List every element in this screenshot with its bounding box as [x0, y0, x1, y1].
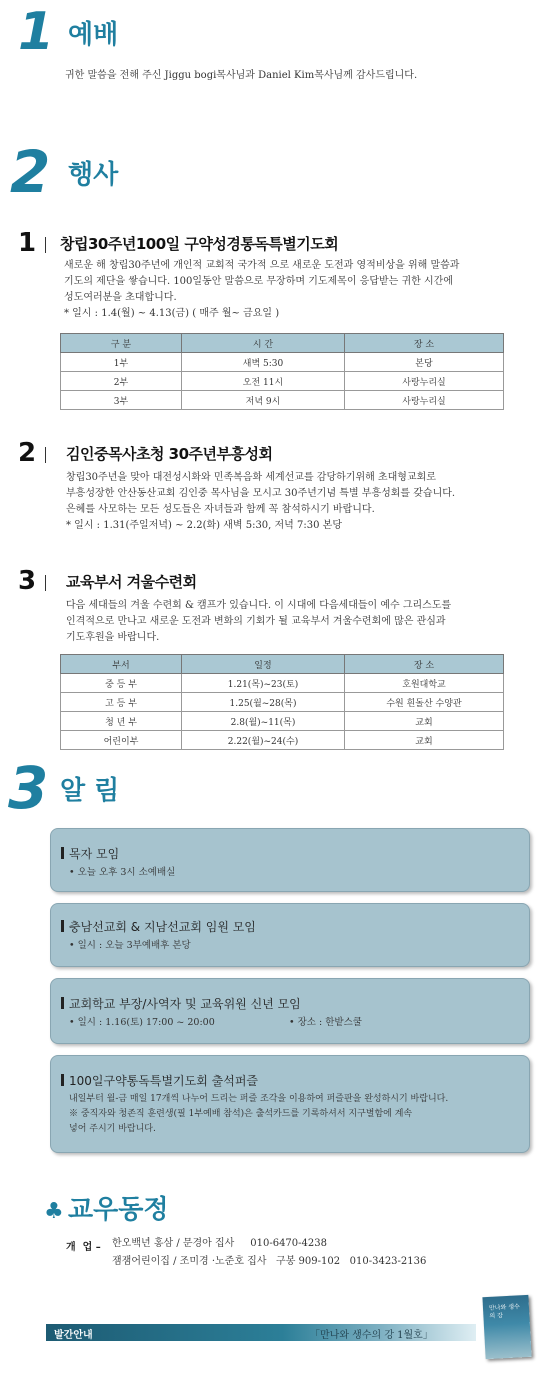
event-1-line: 성도여러분을 초대합니다. [64, 292, 177, 303]
event-2-desc [66, 470, 455, 534]
table-row [61, 712, 504, 731]
table-cell: 사랑누리실 [345, 372, 504, 391]
club-icon: ♣ [44, 1199, 64, 1224]
event-1-table [60, 333, 504, 410]
event-3-table [60, 654, 504, 750]
table-header: 장 소 [345, 655, 504, 674]
table-header: 일정 [182, 655, 345, 674]
notice-body-left: • 일시 : 1.16(토) 17:00 ~ 20:00 [69, 1017, 215, 1028]
notice-line: 넣어 주시기 바랍니다. [69, 1124, 156, 1134]
divider [45, 575, 46, 591]
event-3-line: 인격적으로 만나고 새로운 도전과 변화의 기회가 될 교육부서 겨울수련회에 많은 관심과 [66, 616, 446, 627]
event-1-line: 기도의 제단을 쌓습니다. 100일동안 말씀으로 무장하며 기도제목이 응답받는 귀한 시간에 [64, 276, 453, 287]
bullet-bar-icon [61, 1074, 64, 1086]
magazine-cover-image [482, 1295, 531, 1359]
notice-title [61, 918, 256, 935]
notice-title [61, 845, 119, 862]
table-cell: 1부 [61, 353, 182, 372]
notice-line: ※ 중직자와 청존직 훈련생(필 1부예배 참석)은 출석카드를 기록하셔서 지구별함에 계속 [69, 1109, 413, 1119]
footer-right-label: 「만나와 생수의 강 1월호」 [310, 1330, 433, 1341]
notice-title-text: 100일구약통독특별기도회 출석퍼즐 [69, 1074, 259, 1088]
notice-card [50, 1055, 530, 1153]
table-header: 부서 [61, 655, 182, 674]
notice-title [61, 995, 301, 1012]
bullet-bar-icon [61, 920, 64, 932]
table-cell: 1.25(월~28(목) [182, 693, 345, 712]
notice-body: • 오늘 오후 3시 소예배실 [69, 867, 176, 878]
worship-text: 귀한 말씀을 전해 주신 Jiggu bogi목사님과 Daniel Kim목사님께 감사드립니다. [65, 70, 418, 81]
table-header: 시 간 [182, 334, 345, 353]
table-row [61, 372, 504, 391]
event-1-line: 새로운 해 창립30주년에 개인적 교회적 국가적 으로 새로운 도전과 영적비상을 위해 말씀과 [64, 260, 460, 271]
table-cell: 새벽 5:30 [182, 353, 345, 372]
event-2-date: * 일시 : 1.31(주일저녁) ~ 2.2(화) 새벽 5:30, 저녁 7:30 본당 [66, 520, 342, 531]
section-number-events: 2 [10, 138, 51, 206]
notice-card [50, 903, 530, 967]
bullet-bar-icon [61, 847, 64, 859]
event-3-title: 교육부서 겨울수련회 [66, 573, 197, 591]
section-title-worship: 예배 [68, 20, 119, 50]
table-cell: 교회 [345, 731, 504, 750]
table-row [61, 391, 504, 410]
event-1-number: 1 [18, 228, 37, 258]
alumni-label: 개 업 – [66, 1242, 101, 1253]
table-cell: 3부 [61, 391, 182, 410]
table-cell: 수원 흰돌산 수양관 [345, 693, 504, 712]
alumni-line-2: 잼잼어린이집 / 조미경 ·노준호 집사 구봉 909-102 010-3423-2136 [112, 1256, 427, 1267]
section-title-events: 행사 [68, 160, 119, 190]
table-row [61, 731, 504, 750]
event-3-line: 기도후원을 바랍니다. [66, 632, 160, 643]
event-1-desc [64, 258, 459, 322]
event-1-title: 창립30주년100일 구약성경통독특별기도회 [60, 235, 339, 253]
event-2-line: 창립30주년을 맞아 대전성시화와 민족복음화 세계선교를 감당하기위해 초대형교회로 [66, 472, 436, 483]
table-cell: 2.8(월)~11(목) [182, 712, 345, 731]
table-cell: 오전 11시 [182, 372, 345, 391]
table-cell: 1.21(목)~23(토) [182, 674, 345, 693]
table-cell: 저녁 9시 [182, 391, 345, 410]
event-3-desc [66, 598, 451, 646]
notice-line: 내일부터 월-금 매일 17개씩 나누어 드리는 퍼즐 조각을 이용하여 퍼즐판을 완성하시기 바랍니다. [69, 1094, 449, 1104]
section-title-notices: 알 림 [60, 776, 120, 806]
notice-title-text: 목자 모임 [69, 847, 120, 861]
event-3-number: 3 [18, 566, 37, 596]
notice-title-text: 교회학교 부장/사역자 및 교육위원 신년 모임 [69, 997, 301, 1011]
table-cell: 중 등 부 [61, 674, 182, 693]
footer-left-label: 발간안내 [54, 1330, 93, 1341]
alumni-line-1: 한오백년 홍삼 / 문경아 집사 010-6470-4238 [112, 1238, 327, 1249]
notice-body-right: • 장소 : 한밭스쿨 [289, 1017, 362, 1028]
table-header: 구 분 [61, 334, 182, 353]
table-cell: 교회 [345, 712, 504, 731]
table-row [61, 674, 504, 693]
bullet-bar-icon [61, 997, 64, 1009]
event-1-date: * 일시 : 1.4(월) ~ 4.13(금) ( 매주 월~ 금요일 ) [64, 308, 280, 319]
event-2-line: 부흥성장한 안산동산교회 김인중 목사님을 모시고 30주년기념 특별 부흥성회를 갖습니다. [66, 488, 456, 499]
notice-body [69, 1092, 448, 1137]
divider [45, 447, 46, 463]
table-cell: 호원대학교 [345, 674, 504, 693]
magazine-cover-title: 만나와 생수의 강 [488, 1303, 521, 1320]
table-cell: 어린이부 [61, 731, 182, 750]
section-number-worship: 1 [18, 2, 55, 62]
table-cell: 2.22(월)~24(수) [182, 731, 345, 750]
table-header: 장 소 [345, 334, 504, 353]
table-cell: 청 년 부 [61, 712, 182, 731]
notice-body: • 일시 : 오늘 3부예배후 본당 [69, 940, 191, 951]
notice-title [61, 1072, 258, 1089]
table-cell: 고 등 부 [61, 693, 182, 712]
notice-card [50, 978, 530, 1044]
notice-card [50, 828, 530, 892]
event-2-title: 김인중목사초청 30주년부흥성회 [66, 445, 273, 463]
alumni-title: 교우동정 [68, 1195, 169, 1225]
divider [45, 237, 46, 253]
table-row [61, 693, 504, 712]
table-cell: 사랑누리실 [345, 391, 504, 410]
notice-title-text: 충남선교회 & 지남선교회 임원 모임 [69, 920, 256, 934]
event-2-number: 2 [18, 438, 37, 468]
event-2-line: 은혜를 사모하는 모든 성도들은 자녀들과 함께 꼭 참석하시기 바랍니다. [66, 504, 375, 515]
table-row [61, 353, 504, 372]
section-number-notices: 3 [8, 754, 49, 822]
table-cell: 본당 [345, 353, 504, 372]
event-3-line: 다음 세대들의 겨울 수련회 & 캠프가 있습니다. 이 시대에 다음세대들이 예수 그리스도를 [66, 600, 452, 611]
table-cell: 2부 [61, 372, 182, 391]
